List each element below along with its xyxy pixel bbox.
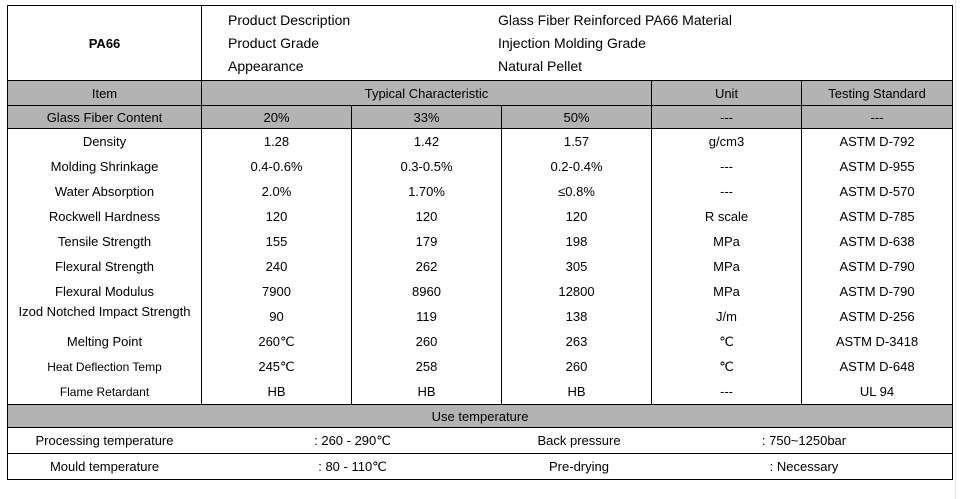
property-value: 198: [502, 229, 652, 254]
property-value: 12800: [502, 279, 652, 304]
property-value: 240: [202, 254, 352, 279]
description-grid: [202, 9, 952, 78]
mould-temperature-label: Mould temperature: [49, 459, 160, 474]
property-value: 138: [502, 304, 652, 329]
property-name: Rockwell Hardness: [8, 204, 202, 229]
mould-row: [8, 454, 953, 480]
header-row: [8, 81, 953, 106]
property-name: Heat Deflection Temp: [8, 354, 202, 379]
property-unit: R scale: [652, 204, 802, 229]
product-title: PA66: [8, 6, 202, 81]
appearance-label: Appearance: [228, 57, 304, 74]
property-name-text: Izod Notched Impact Strength: [18, 304, 191, 319]
property-value: 7900: [202, 279, 352, 304]
processing-cell: [8, 428, 953, 454]
property-standard: ASTM D-3418: [802, 329, 953, 354]
property-name: Flame Retardant: [8, 379, 202, 405]
property-value: 1.42: [352, 129, 502, 155]
property-standard: ASTM D-785: [802, 204, 953, 229]
property-value: 119: [352, 304, 502, 329]
property-standard: ASTM D-955: [802, 154, 953, 179]
mould-grid: [8, 454, 952, 479]
title-row: [8, 6, 953, 81]
glass-fiber-row: [8, 106, 953, 129]
property-row: [8, 154, 953, 179]
property-standard: ASTM D-792: [802, 129, 953, 155]
processing-row: [8, 428, 953, 454]
glass-fiber-standard: ---: [802, 106, 953, 129]
property-value: 0.2-0.4%: [502, 154, 652, 179]
property-value: 260℃: [202, 329, 352, 354]
property-value: 90: [202, 304, 352, 329]
property-unit: MPa: [652, 229, 802, 254]
property-unit: MPa: [652, 254, 802, 279]
property-row: [8, 254, 953, 279]
pre-drying-label: Pre-drying: [549, 459, 609, 474]
use-temperature-header-row: [8, 405, 953, 428]
property-name: Density: [8, 129, 202, 155]
description-value: Glass Fiber Reinforced PA66 Material: [498, 11, 732, 28]
property-value: 245℃: [202, 354, 352, 379]
property-value: 120: [202, 204, 352, 229]
property-standard: UL 94: [802, 379, 953, 405]
grade-label: Product Grade: [228, 34, 320, 51]
property-name: [8, 304, 202, 329]
property-value: 262: [352, 254, 502, 279]
property-unit: ---: [652, 154, 802, 179]
glass-fiber-grade: 33%: [352, 106, 502, 129]
property-value: 1.57: [502, 129, 652, 155]
property-row: [8, 354, 953, 379]
property-value: 8960: [352, 279, 502, 304]
spec-table: [7, 5, 953, 480]
pre-drying-value: : Necessary: [769, 459, 839, 474]
grade-value: Injection Molding Grade: [498, 34, 646, 51]
property-unit: ℃: [652, 329, 802, 354]
glass-fiber-grade: 50%: [502, 106, 652, 129]
property-unit: J/m: [652, 304, 802, 329]
description-label: Product Description: [228, 11, 351, 28]
property-row: [8, 329, 953, 354]
property-row: [8, 379, 953, 405]
property-value: HB: [352, 379, 502, 405]
property-row: [8, 229, 953, 254]
back-pressure-label: Back pressure: [537, 433, 621, 448]
property-value: 1.28: [202, 129, 352, 155]
property-name: Flexural Strength: [8, 254, 202, 279]
property-value: 0.4-0.6%: [202, 154, 352, 179]
processing-temperature-label: Processing temperature: [35, 433, 174, 448]
property-value: HB: [202, 379, 352, 405]
property-unit: g/cm3: [652, 129, 802, 155]
property-row: [8, 204, 953, 229]
appearance-value: Natural Pellet: [498, 57, 583, 74]
property-value: 120: [502, 204, 652, 229]
property-name: Water Absorption: [8, 179, 202, 204]
description-block: [202, 6, 953, 81]
processing-temperature-value: : 260 - 290℃: [314, 433, 391, 448]
property-value: ≤0.8%: [502, 179, 652, 204]
property-value: 179: [352, 229, 502, 254]
property-name: Flexural Modulus: [8, 279, 202, 304]
property-unit: MPa: [652, 279, 802, 304]
processing-grid: [8, 428, 952, 453]
glass-fiber-grade: 20%: [202, 106, 352, 129]
header-typical: Typical Characteristic: [202, 81, 652, 106]
header-unit: Unit: [652, 81, 802, 106]
property-value: 305: [502, 254, 652, 279]
property-row: [8, 129, 953, 155]
header-item: Item: [8, 81, 202, 106]
property-standard: ASTM D-256: [802, 304, 953, 329]
property-value: HB: [502, 379, 652, 405]
property-value: 260: [502, 354, 652, 379]
property-value: 2.0%: [202, 179, 352, 204]
property-name: Tensile Strength: [8, 229, 202, 254]
back-pressure-value: : 750~1250bar: [761, 433, 847, 448]
property-value: 260: [352, 329, 502, 354]
property-value: 120: [352, 204, 502, 229]
property-standard: ASTM D-570: [802, 179, 953, 204]
page-edge-divider: [955, 0, 956, 499]
header-standard: Testing Standard: [802, 81, 953, 106]
property-value: 0.3-0.5%: [352, 154, 502, 179]
mould-temperature-value: : 80 - 110℃: [318, 459, 387, 474]
property-name: Melting Point: [8, 329, 202, 354]
property-row: [8, 179, 953, 204]
property-row: [8, 304, 953, 329]
property-standard: ASTM D-648: [802, 354, 953, 379]
glass-fiber-label: Glass Fiber Content: [8, 106, 202, 129]
mould-cell: [8, 454, 953, 480]
glass-fiber-unit: ---: [652, 106, 802, 129]
property-unit: ---: [652, 379, 802, 405]
use-temperature-heading: Use temperature: [8, 405, 953, 428]
property-value: 1.70%: [352, 179, 502, 204]
property-row: [8, 279, 953, 304]
property-standard: ASTM D-790: [802, 279, 953, 304]
property-standard: ASTM D-790: [802, 254, 953, 279]
property-name: Molding Shrinkage: [8, 154, 202, 179]
property-value: 258: [352, 354, 502, 379]
property-unit: ---: [652, 179, 802, 204]
property-standard: ASTM D-638: [802, 229, 953, 254]
property-value: 263: [502, 329, 652, 354]
property-unit: ℃: [652, 354, 802, 379]
property-value: 155: [202, 229, 352, 254]
